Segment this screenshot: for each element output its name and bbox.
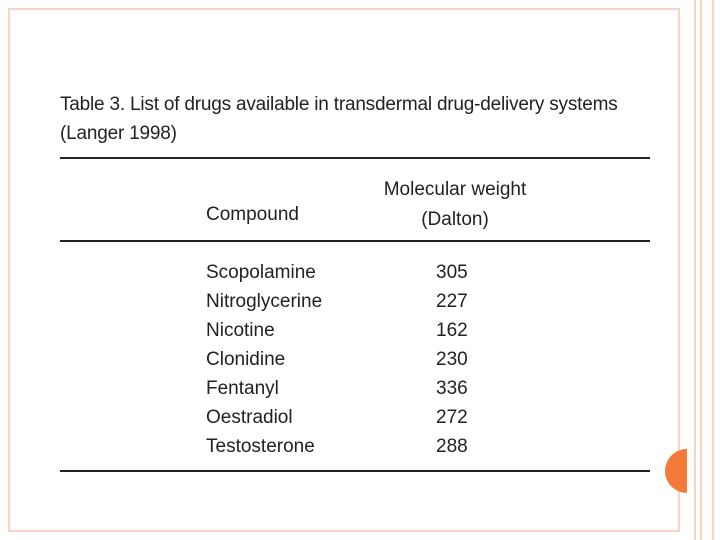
table-caption: Table 3. List of drugs available in transdermal drug-delivery systems (Langer 1998): [60, 94, 618, 144]
compound-cell: Nicotine: [206, 320, 275, 341]
mw-cell: 288: [436, 436, 468, 457]
table-row: [206, 316, 486, 345]
table-body: [206, 258, 486, 461]
table-row: [206, 432, 486, 461]
compound-cell: Testosterone: [206, 436, 315, 457]
table-row: [206, 287, 486, 316]
compound-cell: Oestradiol: [206, 407, 293, 428]
header-mw-line2: (Dalton): [421, 209, 489, 230]
decorative-line: [694, 0, 696, 540]
table-row: [206, 403, 486, 432]
decorative-line: [700, 0, 702, 540]
mw-cell: 230: [436, 349, 468, 370]
table-row: [206, 258, 486, 287]
compound-cell: Fentanyl: [206, 378, 279, 399]
mw-cell: 162: [436, 320, 468, 341]
header-molecular-weight: [380, 175, 530, 235]
mw-cell: 227: [436, 291, 468, 312]
table-top-rule: [60, 157, 650, 159]
table-header-rule: [60, 240, 650, 242]
table-row: [206, 374, 486, 403]
decorative-line: [712, 0, 714, 540]
header-mw-line1: Molecular weight: [383, 179, 527, 200]
compound-cell: Scopolamine: [206, 262, 316, 283]
table-row: [206, 345, 486, 374]
mw-cell: 305: [436, 262, 468, 283]
mw-cell: 336: [436, 378, 468, 399]
table-bottom-rule: [60, 470, 650, 472]
header-compound: Compound: [206, 204, 299, 225]
compound-cell: Nitroglycerine: [206, 291, 323, 312]
compound-cell: Clonidine: [206, 349, 286, 370]
mw-cell: 272: [436, 407, 468, 428]
